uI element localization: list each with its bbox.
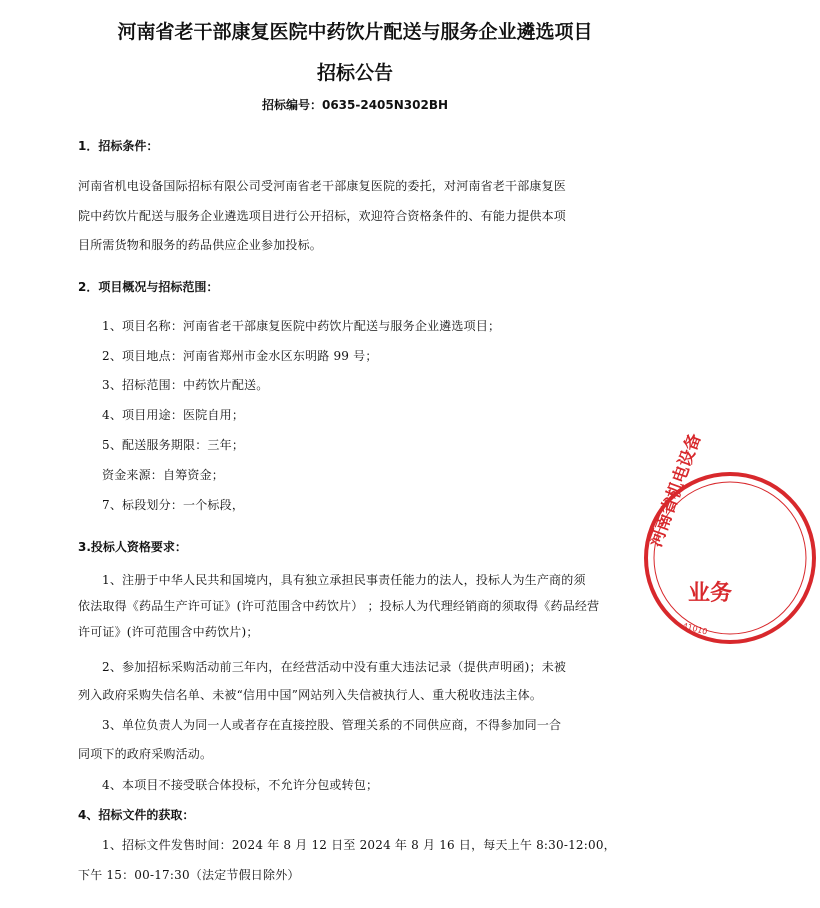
section-3-line: 3、单位负责人为同一人或者存在直接控股、管理关系的不同供应商，不得参加同一合 xyxy=(102,718,562,732)
document-title-line2: 招标公告 xyxy=(316,62,393,84)
section-4-line: 1、招标文件发售时间：2024 年 8 月 12 日至 2024 年 8 月 16 日，每天上午 8:30-12:00， xyxy=(102,838,616,852)
section-2-item: 1、项目名称：河南省老干部康复医院中药饮片配送与服务企业遴选项目； xyxy=(102,319,501,333)
official-seal xyxy=(640,431,820,648)
section-3-line: 列入政府采购失信名单、未被“信用中国”网站列入失信被执行人、重大税收违法主体。 xyxy=(78,688,543,702)
seal-text-top: 河南省机电设备 xyxy=(645,431,706,550)
section-2-heading: 2．项目概况与招标范围： xyxy=(78,280,219,294)
section-3-line: 4、本项目不接受联合体投标，不允许分包或转包； xyxy=(102,778,379,792)
section-3-line: 1、注册于中华人民共和国境内，具有独立承担民事责任能力的法人，投标人为生产商的须 xyxy=(102,573,586,587)
section-3-line: 同项下的政府采购活动。 xyxy=(78,747,213,761)
section-2-item: 5、配送服务期限：三年； xyxy=(102,438,245,452)
section-2-item: 资金来源：自筹资金； xyxy=(102,468,225,482)
seal-number: 41010 xyxy=(681,621,709,637)
section-1-heading: 1．招标条件： xyxy=(78,139,159,153)
section-3-line: 依法取得《药品生产许可证》(许可范围含中药饮片） ；投标人为代理经销商的须取得《药品经营 xyxy=(78,599,600,613)
section-2-item: 3、招标范围：中药饮片配送。 xyxy=(102,378,269,392)
section-3-heading: 3.投标人资格要求： xyxy=(78,540,187,554)
section-2-item: 2、项目地点：河南省郑州市金水区东明路 99 号； xyxy=(102,349,378,363)
section-3-line: 许可证》(许可范围含中药饮片)； xyxy=(78,625,259,639)
document-title-line1: 河南省老干部康复医院中药饮片配送与服务企业遴选项目 xyxy=(117,21,593,43)
section-3-line: 2、参加招标采购活动前三年内，在经营活动中没有重大违法记录（提供声明函)；未被 xyxy=(102,660,567,674)
section-4-line: 下午 15：00-17:30（法定节假日除外） xyxy=(78,868,300,882)
section-2-item: 7、标段划分：一个标段， xyxy=(102,498,245,512)
bid-number: 招标编号：0635-2405N302BH xyxy=(261,98,449,112)
section-2-item: 4、项目用途：医院自用； xyxy=(102,408,245,422)
section-1-line: 目所需货物和服务的药品供应企业参加投标。 xyxy=(78,238,323,252)
seal-text-middle: 业务 xyxy=(688,581,733,606)
section-1-line: 河南省机电设备国际招标有限公司受河南省老干部康复医院的委托，对河南省老干部康复医 xyxy=(78,179,567,193)
section-4-heading: 4、招标文件的获取： xyxy=(78,808,195,822)
section-1-line: 院中药饮片配送与服务企业遴选项目进行公开招标，欢迎符合资格条件的、有能力提供本项 xyxy=(78,209,567,223)
